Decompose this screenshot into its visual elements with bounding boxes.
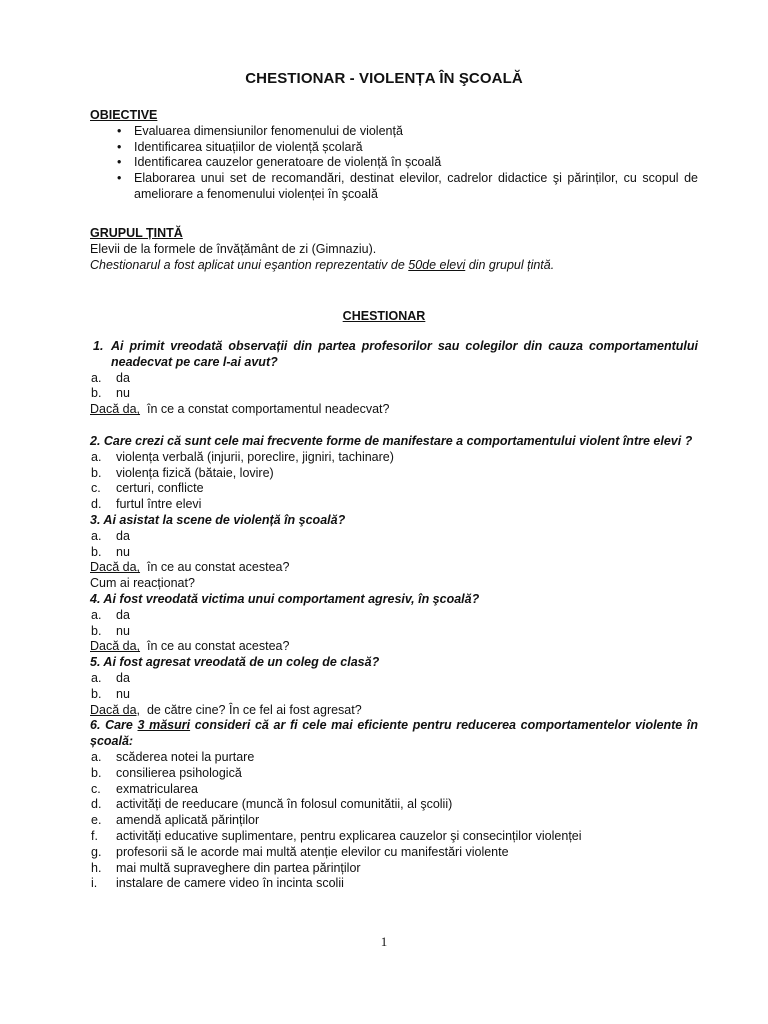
option	[90, 797, 698, 813]
option-letter: a.	[91, 670, 102, 685]
option-text: furtul între elevi	[116, 497, 202, 512]
option	[90, 466, 698, 482]
option-letter: a.	[91, 749, 102, 764]
option-letter: a.	[91, 607, 102, 622]
option-letter: a.	[91, 449, 102, 464]
option	[90, 386, 698, 402]
page-title: CHESTIONAR - VIOLENȚA ÎN ŞCOALĂ	[245, 70, 523, 87]
option-letter: f.	[91, 828, 98, 843]
question-6-text-end: consideri că ar fi cele mai eficiente pentru reducerea comportamentelor violente în școală:	[90, 718, 698, 749]
question-5-text: 5. Ai fost agresat vreodată de un coleg de clasă?	[90, 655, 380, 670]
option-text: certuri, conflicte	[116, 481, 204, 496]
option-letter: g.	[91, 844, 102, 859]
target-sample-line	[90, 258, 698, 274]
option-text: nu	[116, 686, 130, 701]
option	[90, 687, 698, 703]
option	[90, 450, 698, 466]
option-letter: b.	[91, 623, 102, 638]
option-text: da	[116, 607, 130, 622]
question-6-text	[90, 718, 698, 750]
option-letter: b.	[91, 386, 102, 401]
sample-size: 50de elevi	[408, 257, 466, 272]
question-1-text	[90, 339, 698, 371]
question-6-emphasis: 3 măsuri	[137, 718, 191, 733]
option-letter: a.	[91, 528, 102, 543]
objectives-list	[90, 124, 698, 203]
option	[90, 671, 698, 687]
follow-up-label: Dacă da,	[90, 560, 141, 575]
target-group-section	[90, 226, 698, 273]
option	[90, 829, 698, 845]
option-letter: e.	[91, 813, 102, 828]
question-1-number: 1.	[93, 339, 104, 353]
option-letter: a.	[91, 370, 102, 385]
option-letter: b.	[91, 686, 102, 701]
option-text: profesorii să le acorde mai multă atenție elevilor cu manifestări violente	[116, 844, 509, 859]
option	[90, 813, 698, 829]
target-sample-text-end: din grupul țintă.	[465, 257, 555, 272]
option	[90, 845, 698, 861]
option	[90, 481, 698, 497]
question-4-text: 4. Ai fost vreodată victima unui comportament agresiv, în şcoală?	[90, 591, 480, 606]
question-1	[90, 339, 698, 418]
follow-up-text: în ce au constat acestea?	[140, 560, 290, 575]
follow-up	[90, 639, 698, 655]
option-text: nu	[116, 386, 130, 401]
option	[90, 497, 698, 513]
target-group-line: Elevii de la formele de învățământ de zi (Gimnaziu).	[90, 241, 377, 256]
objective-item: • Elaborarea unui set de recomandări, destinat elevilor, cadrelor didactice şi părinților, cu scopul de ameliorare a fenomenului violenței în şcoală	[90, 171, 698, 203]
question-1-label: Ai primit vreodată observații din partea profesorilor sau colegilor din cauza comportamentului neadecvat pe care l-ai avut?	[111, 339, 698, 369]
option-letter: h.	[91, 860, 102, 875]
option-text: consilierea psihologică	[116, 765, 242, 780]
option	[90, 861, 698, 877]
option-letter: d.	[91, 497, 102, 512]
follow-up	[90, 402, 698, 418]
option-text: activități de reeducare (muncă în folosul comunitătii, al şcolii)	[116, 797, 453, 812]
follow-up-label: Dacă da,	[90, 402, 141, 417]
question-3-text: 3. Ai asistat la scene de violență în şcoală?	[90, 512, 346, 527]
objectives-section	[90, 108, 698, 203]
option-letter: d.	[91, 797, 102, 812]
option	[90, 608, 698, 624]
option-text: scăderea notei la purtare	[116, 749, 255, 764]
option-text: amendă aplicată părinților	[116, 813, 260, 828]
option-text: instalare de camere video în incinta scolii	[116, 876, 344, 891]
question-2	[90, 434, 698, 892]
option-text: da	[116, 528, 130, 543]
option-letter: i.	[91, 876, 98, 891]
option-letter: b.	[91, 544, 102, 559]
follow-up-extra: Cum ai reacționat?	[90, 576, 195, 591]
questionnaire-heading: CHESTIONAR	[342, 309, 426, 323]
follow-up	[90, 560, 698, 576]
option-text: nu	[116, 623, 130, 638]
follow-up-text: de către cine? În ce fel ai fost agresat?	[140, 702, 362, 717]
follow-up-label: Dacă da,	[90, 639, 141, 654]
option-letter: c.	[91, 781, 101, 796]
follow-up-text: în ce a constat comportamentul neadecvat?	[140, 402, 390, 417]
question-2-text: 2. Care crezi că sunt cele mai frecvente forme de manifestare a comportamentului violent între elevi ?	[90, 434, 693, 448]
option	[90, 529, 698, 545]
objectives-heading: OBIECTIVE	[90, 108, 158, 122]
target-sample-text: Chestionarul a fost aplicat unui eşantion reprezentativ de	[90, 257, 409, 272]
follow-up-label: Dacă da,	[90, 702, 141, 717]
option	[90, 782, 698, 798]
option	[90, 750, 698, 766]
option	[90, 371, 698, 387]
option	[90, 766, 698, 782]
option-text: exmatricularea	[116, 781, 198, 796]
option	[90, 876, 698, 892]
page-number: 1	[380, 934, 388, 949]
option-text: activități educative suplimentare, pentru explicarea cauzelor şi consecinților violenței	[116, 828, 582, 843]
question-6-text-start: 6. Care	[90, 718, 138, 733]
option-letter: c.	[91, 481, 101, 496]
objective-item: • Identificarea cauzelor generatoare de violență în școală	[90, 155, 698, 171]
objective-item: • Evaluarea dimensiunilor fenomenului de violență	[90, 124, 698, 140]
option-text: da	[116, 670, 130, 685]
option-text: nu	[116, 544, 130, 559]
objective-item: • Identificarea situațiilor de violență școlară	[90, 140, 698, 156]
option-text: violența fizică (bătaie, lovire)	[116, 465, 274, 480]
option-text: da	[116, 370, 130, 385]
option-text: mai multă supraveghere din partea părinților	[116, 860, 361, 875]
option-letter: b.	[91, 465, 102, 480]
follow-up-text: în ce au constat acestea?	[140, 639, 290, 654]
option-text: violența verbală (injurii, poreclire, jigniri, tachinare)	[116, 449, 394, 464]
follow-up	[90, 703, 698, 719]
option	[90, 624, 698, 640]
option	[90, 545, 698, 561]
target-group-heading: GRUPUL ȚINTĂ	[90, 226, 183, 240]
option-letter: b.	[91, 765, 102, 780]
